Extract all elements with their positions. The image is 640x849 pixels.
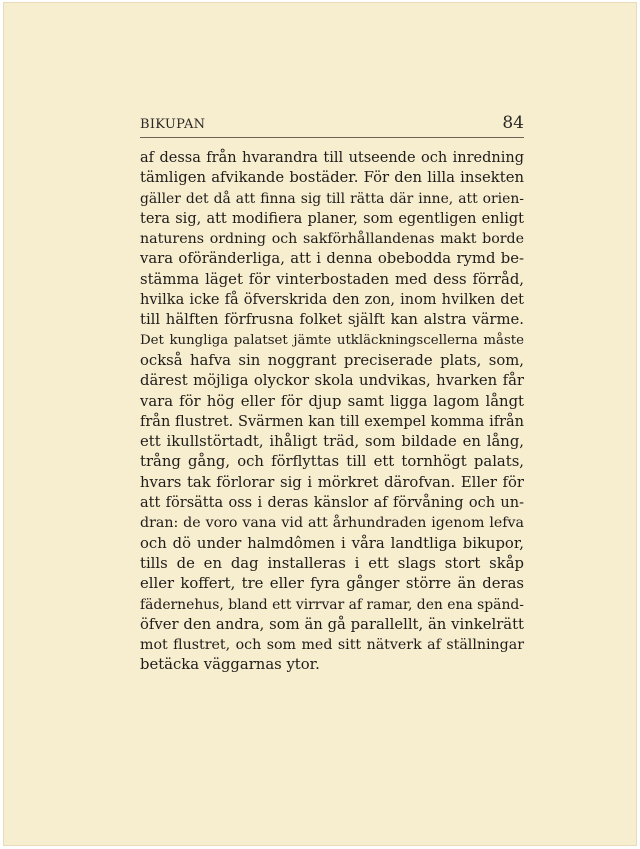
text-line: Det kungliga palatset jämte utkläckningscellerna måste	[140, 332, 524, 348]
text-line: tämligen afvikande bostäder. För den lilla insekten	[140, 169, 524, 187]
running-head	[140, 113, 524, 137]
text-line: dran: de voro vana vid att århundraden igenom lefva	[140, 515, 524, 532]
text-line: naturens ordning och sakförhållandenas makt borde	[140, 231, 524, 248]
text-line: att försätta oss i deras känslor af förvåning och un-	[140, 495, 524, 512]
text-line: från flustret. Svärmen kan till exempel komma ifrån	[140, 413, 524, 430]
text-line: hvilka icke få öfverskrida den zon, inom hvilken det	[140, 292, 524, 309]
text-line: eller koffert, tre eller fyra gånger större än deras	[140, 575, 524, 593]
text-line: vara för hög eller för djup samt ligga lagom långt	[140, 392, 524, 410]
text-line: vara oföränderliga, att i denna obebodda rymd be-	[140, 250, 524, 268]
text-line: gäller det då att finna sig till rätta där inne, att orien-	[140, 190, 524, 207]
text-line: fädernehus, bland ett virrvar af ramar, den ena spänd-	[140, 596, 524, 613]
text-line: därest möjliga olyckor skola undvikas, hvarken får	[140, 372, 524, 390]
text-line: öfver den andra, som än gå parallellt, än vinkelrätt	[140, 615, 524, 633]
text-line: hvars tak förlorar sig i mörkret därofvan. Eller för	[140, 473, 524, 491]
text-line: ett ikullstörtadt, ihåligt träd, som bildade en lång,	[140, 433, 524, 451]
text-line: tera sig, att modifiera planer, som egentligen enligt	[140, 210, 524, 227]
running-head-title: BIKUPAN	[140, 117, 206, 132]
text-line: också hafva sin noggrant preciserade plats, som,	[140, 351, 524, 369]
page-number: 84	[502, 113, 524, 133]
text-line: tills de en dag installeras i ett slags stort skåp	[140, 554, 524, 572]
body-text	[140, 148, 524, 676]
header-rule	[140, 137, 524, 138]
text-line: stämma läget för vinterbostaden med dess förråd,	[140, 270, 524, 288]
text-line: af dessa från hvarandra till utseende och inredning	[140, 150, 524, 166]
text-line: trång gång, och förflyttas till ett tornhögt palats,	[140, 453, 524, 471]
text-line: betäcka väggarnas ytor.	[140, 656, 320, 674]
text-line: mot flustret, och som med sitt nätverk af ställningar	[140, 637, 524, 654]
text-line: och dö under halmdômen i våra landtliga bikupor,	[140, 534, 524, 552]
text-line: till hälften förfrusna folket själft kan alstra värme.	[140, 311, 524, 329]
